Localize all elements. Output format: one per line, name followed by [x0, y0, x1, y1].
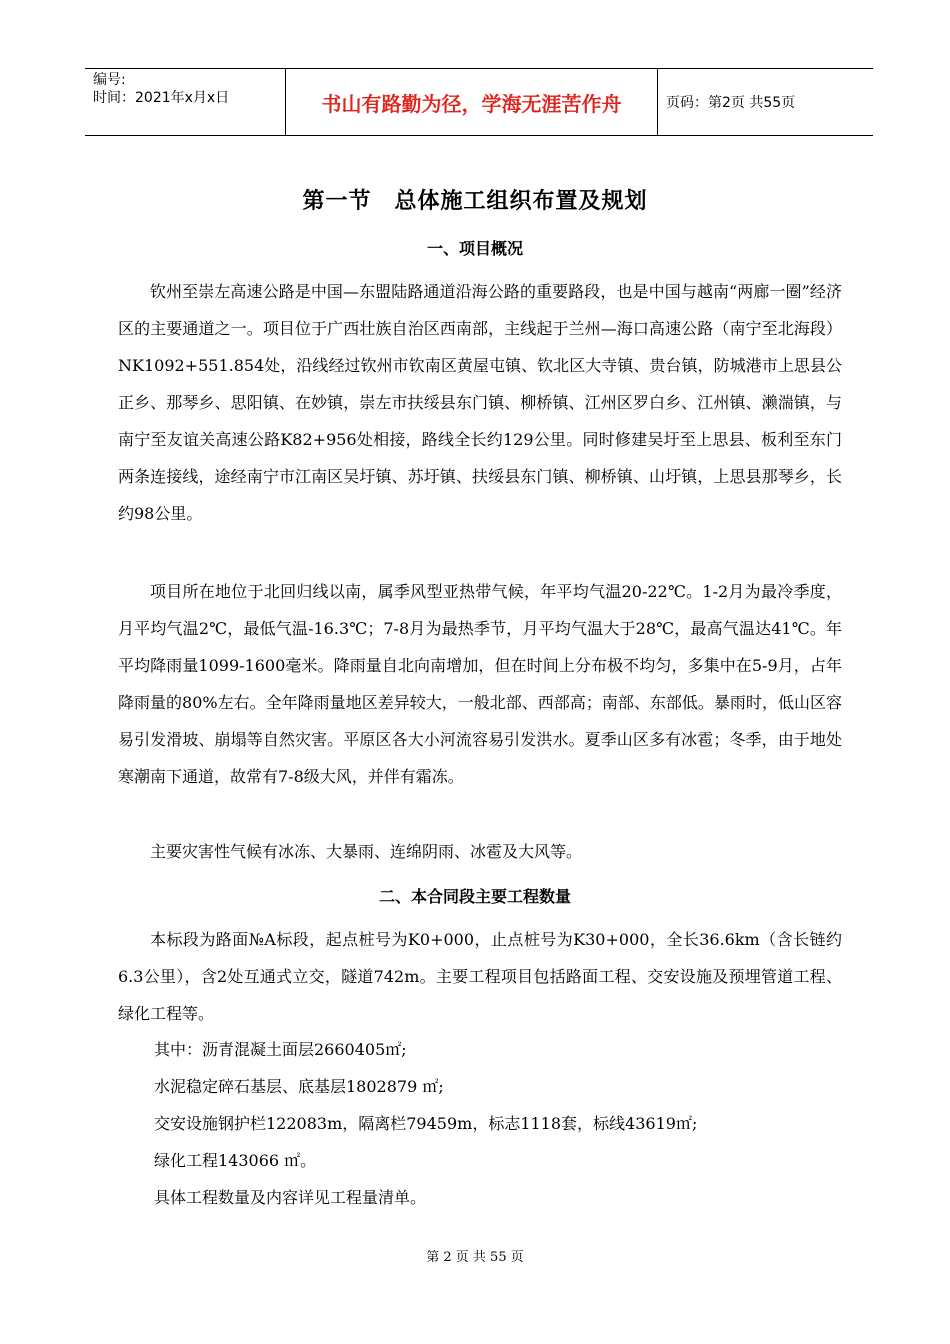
quantity-note: 具体工程数量及内容详见工程量清单。 [154, 1188, 427, 1207]
header-page-info: 页码：第2页 共55页 [666, 95, 796, 111]
quantities-paragraph: 本标段为路面№A标段，起点桩号为K0+000，止点桩号为K30+000，全长36.6km（含长链约6.3公里），含2处互通式立交，隧道742m。主要工程项目包括路面工程、交安设施及预埋管道工程、绿化工程等。 [118, 930, 842, 1023]
quantity-asphalt: 其中：沥青混凝土面层2660405㎡; [154, 1040, 407, 1059]
document-date: 时间：2021年x月x日 [93, 90, 230, 106]
section-heading-overview: 一、项目概况 [426, 239, 523, 258]
document-number-label: 编号: [93, 72, 126, 88]
header-motto: 书山有路勤为径，学海无涯苦作舟 [286, 69, 658, 135]
page-footer: 第 2 页 共 55 页 [426, 1250, 524, 1265]
quantity-base-layer: 水泥稳定碎石基层、底基层1802879 ㎡; [154, 1077, 444, 1096]
header-meta [85, 69, 286, 135]
page-title: 第一节 总体施工组织布置及规划 [302, 189, 648, 214]
quantity-safety-facilities: 交安设施钢护栏122083m，隔离栏79459m，标志1118套，标线43619㎡; [154, 1114, 698, 1133]
overview-paragraph-1: 钦州至崇左高速公路是中国—东盟陆路通道沿海公路的重要路段，也是中国与越南“两廊一圈”经济区的主要通道之一。项目位于广西壮族自治区西南部，主线起于兰州—海口高速公路（南宁至北海段）NK1092+551.854处，沿线经过钦州市钦南区黄屋屯镇、钦北区大寺镇、贵台镇，防城港市上思县公正乡、那琴乡、思阳镇、在妙镇，崇左市扶绥县东门镇、柳桥镇、江州区罗白乡、江州镇、濑湍镇，与南宁至友谊关高速公路K82+956处相接，路线全长约129公里。同时修建吴圩至上思县、板利至东门两条连接线，途经南宁市江南区吴圩镇、苏圩镇、扶绥县东门镇、柳桥镇、山圩镇，上思县那琴乡，长约98公里。 [118, 282, 842, 523]
overview-paragraph-3: 主要灾害性气候有冰冻、大暴雨、连绵阴雨、冰雹及大风等。 [150, 842, 583, 861]
overview-paragraph-2: 项目所在地位于北回归线以南，属季风型亚热带气候，年平均气温20-22℃。1-2月为最冷季度，月平均气温2℃，最低气温-16.3℃；7-8月为最热季节，月平均气温大于28℃，最高气温达41℃。年平均降雨量1099-1600毫米。降雨量自北向南增加，但在时间上分布极不均匀，多集中在5-9月，占年降雨量的80%左右。全年降雨量地区差异较大，一般北部、西部高；南部、东部低。暴雨时，低山区容易引发滑坡、崩塌等自然灾害。平原区各大小河流容易引发洪水。夏季山区多有冰雹；冬季，由于地处寒潮南下通道，故常有7-8级大风，并伴有霜冻。 [118, 582, 842, 786]
page-header [85, 68, 873, 136]
quantity-greening: 绿化工程143066 ㎡。 [154, 1151, 317, 1170]
section-heading-quantities: 二、本合同段主要工程数量 [378, 887, 571, 906]
